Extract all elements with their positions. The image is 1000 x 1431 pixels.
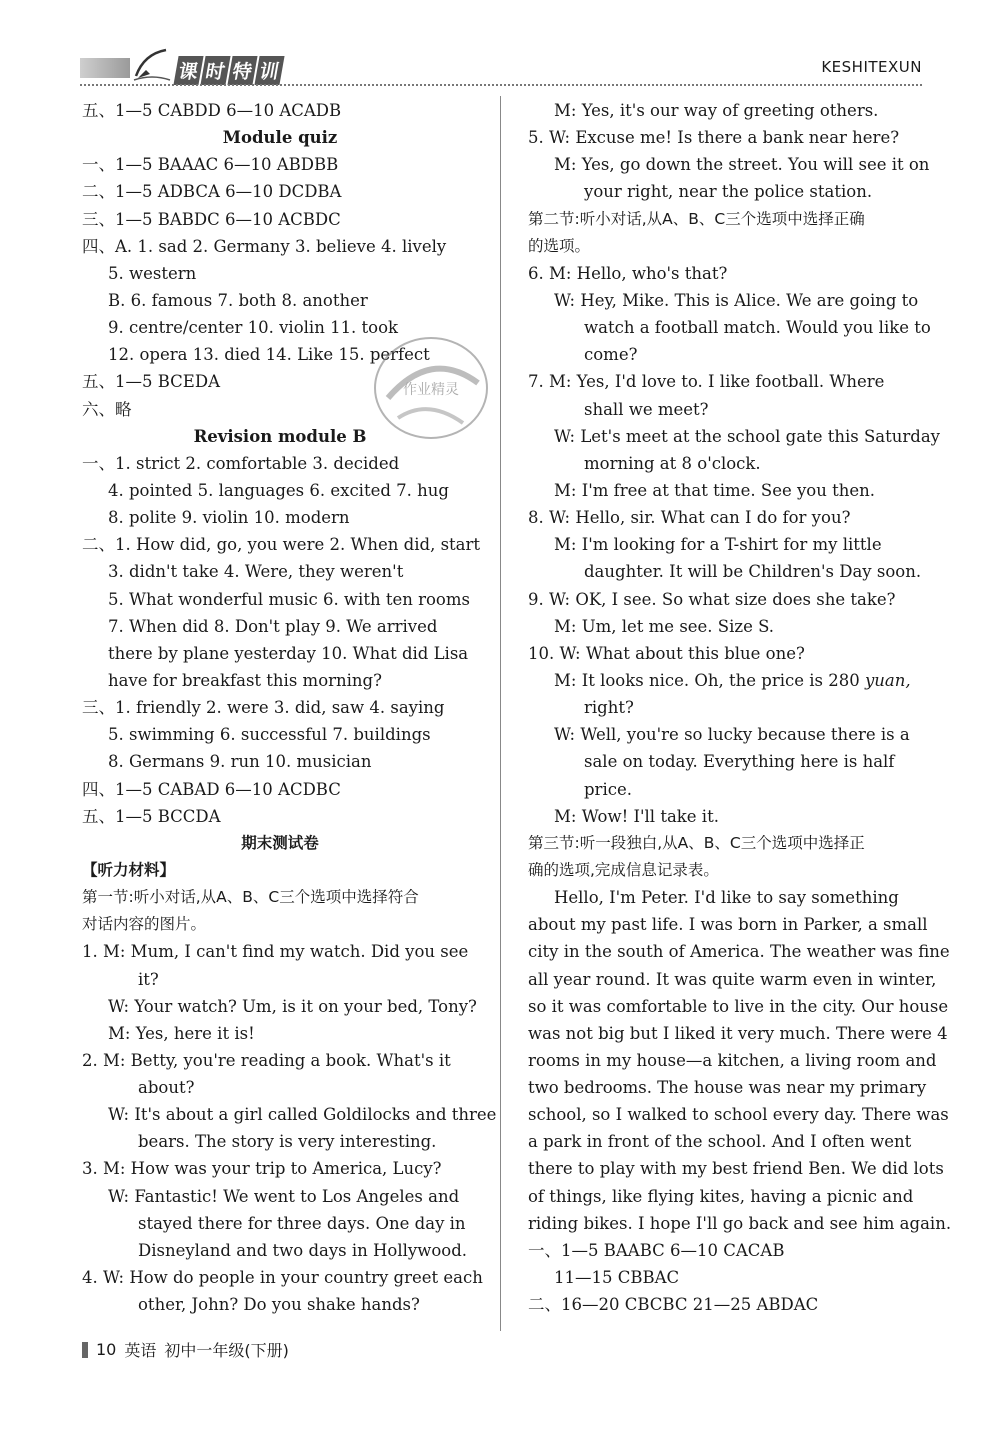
dialogue-line: M: Yes, it's our way of greeting others. [554, 101, 879, 120]
answer-line: 四、1—5 CABAD 6—10 ACDBC [82, 779, 341, 799]
answer-line: 六、略 [82, 399, 132, 419]
answer-line: there by plane yesterday 10. What did Lisa [108, 643, 469, 663]
passage-line: about my past life. I was born in Parker, a small [528, 915, 928, 935]
dialogue-line: 5. W: Excuse me! Is there a bank near here? [528, 128, 900, 148]
title-char: 特 [227, 56, 257, 85]
answer-line: 9. centre/center 10. violin 11. took [108, 318, 399, 338]
answer-line: 12. opera 13. died 14. Like 15. perfect [108, 345, 430, 365]
dialogue-line: M: Wow! I'll take it. [554, 806, 719, 826]
answer-line: 8. polite 9. violin 10. modern [108, 508, 350, 528]
dialogue-line: right? [584, 698, 634, 718]
answer-line: 二、16—20 CBCBC 21—25 ABDAC [528, 1295, 819, 1315]
passage-line: two bedrooms. The house was near my primary [528, 1078, 927, 1098]
answer-line: 7. When did 8. Don't play 9. We arrived [108, 616, 438, 636]
dialogue-line: 4. W: How do people in your country greet each [82, 1268, 483, 1288]
stamp-text: 作业精灵 [403, 382, 459, 398]
answer-line: 四、A. 1. sad 2. Germany 3. believe 4. lively [82, 236, 447, 256]
answer-line: have for breakfast this morning? [108, 670, 382, 690]
answer-line: 五、1—5 CABDD 6—10 ACADB [82, 101, 342, 120]
passage-line: was not big but I liked it very much. There were 4 [528, 1023, 948, 1043]
dialogue-line: daughter. It will be Children's Day soon. [584, 562, 922, 582]
right-column [528, 97, 952, 1318]
listening-label: 【听力材料】 [82, 860, 176, 879]
dialogue-line: stayed there for three days. One day in [138, 1213, 466, 1233]
dialogue-line: bears. The story is very interesting. [138, 1132, 437, 1152]
section-title-final-test: 期末测试卷 [241, 833, 319, 852]
dialogue-line: Disneyland and two days in Hollywood. [138, 1240, 468, 1260]
dialogue-line: your right, near the police station. [584, 182, 873, 202]
answer-line: B. 6. famous 7. both 8. another [108, 290, 368, 310]
dialogue-line: watch a football match. Would you like to [584, 318, 931, 338]
page-number: 10 [96, 1340, 117, 1359]
dialogue-line: M: Yes, go down the street. You will see it on [554, 155, 930, 175]
dialogue-line: other, John? Do you shake hands? [138, 1295, 420, 1315]
dialogue-line: 3. M: How was your trip to America, Lucy? [82, 1159, 442, 1179]
passage-line: of things, like flying kites, having a picnic and [528, 1186, 914, 1206]
title-char: 训 [254, 56, 284, 85]
answer-line: 一、1—5 BAAAC 6—10 ABDBB [82, 155, 339, 175]
page-header [0, 0, 1000, 90]
instruction-line: 第一节:听小对话,从A、B、C三个选项中选择符合 [82, 888, 419, 907]
book-title [176, 56, 282, 85]
section-title-module-quiz: Module quiz [222, 128, 338, 148]
dialogue-line: morning at 8 o'clock. [584, 453, 761, 473]
dialogue-line [528, 667, 924, 694]
dialogue-line: W: Let's meet at the school gate this Saturday [554, 426, 940, 446]
dialogue-line: 8. W: Hello, sir. What can I do for you? [528, 508, 851, 528]
answer-line: 二、1—5 ADBCA 6—10 DCDBA [82, 182, 342, 202]
page-footer [82, 1338, 289, 1361]
instruction-line: 第二节:听小对话,从A、B、C三个选项中选择正确 [528, 209, 865, 228]
dialogue-line: M: I'm looking for a T-shirt for my little [554, 535, 882, 555]
italic-word: yuan, [864, 670, 911, 690]
section-title-revision: Revision module B [193, 426, 367, 446]
dialogue-line: 2. M: Betty, you're reading a book. What's it [82, 1050, 451, 1070]
instruction-line: 的选项。 [528, 236, 591, 255]
dialogue-line: M: Yes, here it is! [108, 1023, 255, 1043]
dialogue-line: W: Your watch? Um, is it on your bed, Tony? [108, 996, 477, 1016]
dialogue-line: M: I'm free at that time. See you then. [554, 480, 876, 500]
subject-label: 英语 [124, 1341, 157, 1360]
passage-line: rooms in my house—a kitchen, a living room and [528, 1050, 937, 1070]
answer-line: 3. didn't take 4. Were, they weren't [108, 562, 404, 582]
answer-line: 一、1—5 BAABC 6—10 CACAB [528, 1240, 785, 1260]
dialogue-line: M: Um, let me see. Size S. [554, 616, 775, 636]
dialogue-line: 10. W: What about this blue one? [528, 643, 805, 663]
dialogue-line: W: Well, you're so lucky because there is a [554, 725, 910, 745]
dialogue-line: sale on today. Everything here is half [584, 752, 895, 772]
dialogue-line: about? [138, 1078, 195, 1098]
answer-line: 11—15 CBBAC [554, 1268, 680, 1288]
dialogue-line: W: It's about a girl called Goldilocks and three [108, 1105, 497, 1125]
passage-line: all year round. It was quite warm even in winter, [528, 969, 937, 989]
passage-line: a park in front of the school. And I often went [528, 1132, 912, 1152]
dialogue-line: W: Hey, Mike. This is Alice. We are going to [554, 290, 919, 310]
dialogue-line: 9. W: OK, I see. So what size does she take? [528, 589, 896, 609]
passage-line: Hello, I'm Peter. I'd like to say something [554, 888, 899, 908]
title-char: 时 [200, 56, 230, 85]
passage-line: riding bikes. I hope I'll go back and see him again. [528, 1213, 952, 1233]
instruction-line: 对话内容的图片。 [82, 915, 207, 934]
answer-line: 5. What wonderful music 6. with ten rooms [108, 589, 470, 609]
answer-line: 一、1. strict 2. comfortable 3. decided [82, 453, 400, 473]
instruction-line: 第三节:听一段独白,从A、B、C三个选项中选择正 [528, 833, 865, 852]
header-decor-bar [80, 58, 130, 78]
pen-logo-icon [132, 44, 172, 84]
header-divider [80, 84, 922, 86]
answer-line: 三、1—5 BABDC 6—10 ACBDC [82, 209, 341, 229]
answer-line: 4. pointed 5. languages 6. excited 7. hug [108, 480, 449, 500]
instruction-line: 确的选项,完成信息记录表。 [528, 860, 719, 879]
grade-label: 初中一年级(下册) [164, 1341, 289, 1360]
answer-line: 五、1—5 BCEDA [82, 372, 220, 392]
answer-line: 8. Germans 9. run 10. musician [108, 752, 372, 772]
dialogue-line: shall we meet? [584, 399, 709, 419]
dialogue-line: come? [584, 345, 638, 365]
passage-line: school, so I walked to school every day. There was [528, 1105, 949, 1125]
footer-mark [82, 1342, 88, 1358]
dialogue-line: it? [138, 969, 159, 989]
title-char: 课 [173, 56, 203, 85]
dialogue-line: 1. M: Mum, I can't find my watch. Did you see [82, 942, 469, 962]
brand-name: KESHITEXUN [821, 58, 922, 76]
dialogue-line: price. [584, 779, 632, 799]
column-divider [500, 96, 501, 1331]
dialogue-text: M: It looks nice. Oh, the price is 280 [554, 670, 860, 690]
answer-line: 5. western [108, 263, 197, 283]
dialogue-line: 6. M: Hello, who's that? [528, 263, 728, 283]
answer-line: 五、1—5 BCCDA [82, 806, 221, 826]
passage-line: so it was comfortable to live in the city. Our house [528, 996, 949, 1016]
passage-line: city in the south of America. The weather was fine [528, 942, 950, 962]
dialogue-line: W: Fantastic! We went to Los Angeles and [108, 1186, 460, 1206]
answer-line: 5. swimming 6. successful 7. buildings [108, 725, 431, 745]
dialogue-line: 7. M: Yes, I'd love to. I like football. Where [528, 372, 885, 392]
answer-line: 三、1. friendly 2. were 3. did, saw 4. saying [82, 698, 445, 718]
passage-line: there to play with my best friend Ben. We did lots [528, 1159, 944, 1179]
watermark-stamp [368, 328, 494, 446]
left-column [82, 97, 497, 1318]
answer-line: 二、1. How did, go, you were 2. When did, start [82, 535, 481, 555]
